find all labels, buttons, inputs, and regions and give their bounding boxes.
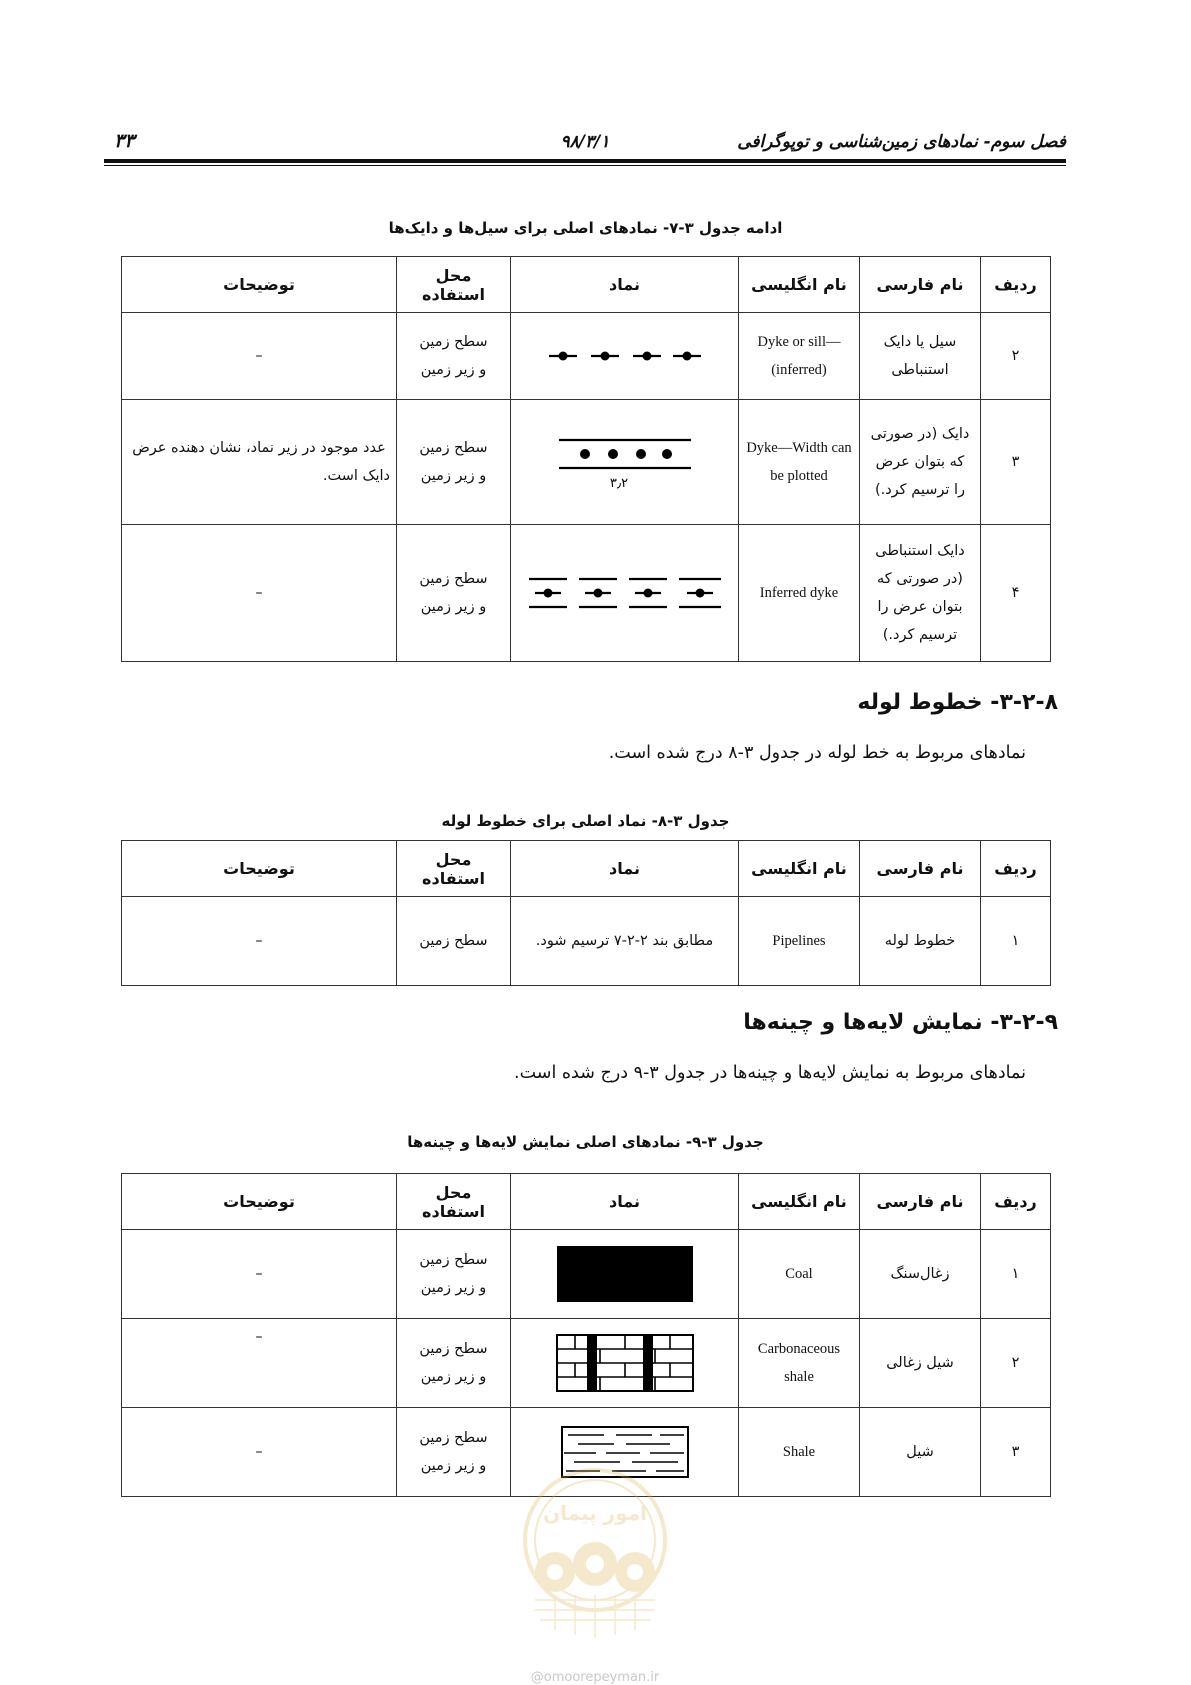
solid-black-rectangle-icon	[555, 1244, 695, 1304]
symbol-cell	[511, 525, 739, 662]
header-notes: توضیحات	[122, 841, 397, 897]
chapter-title: فصل سوم- نمادهای زمین‌شناسی و توپوگرافی	[737, 132, 1066, 152]
header-rule-thin	[104, 165, 1066, 166]
fa-name: زغال‌سنگ	[860, 1230, 981, 1319]
fa-name: شیل زغالی	[860, 1319, 981, 1408]
table-row	[122, 1230, 1051, 1319]
en-name: Dyke—Width can be plotted	[739, 400, 860, 525]
en-name: Coal	[739, 1230, 860, 1319]
table2-caption: جدول ۳-۸- نماد اصلی برای خطوط لوله	[441, 812, 730, 830]
table1	[121, 256, 1051, 662]
parallel-lines-with-dots-icon	[555, 434, 695, 490]
table-row	[122, 897, 1051, 986]
en-name: Carbonaceous shale	[739, 1319, 860, 1408]
en-name: Inferred dyke	[739, 525, 860, 662]
fa-name: سیل یا دایک استنباطی	[860, 313, 981, 400]
section-paragraph-pipelines: نمادهای مربوط به خط لوله در جدول ۳-۸ درج شده است.	[608, 743, 1026, 763]
header-usage: محل استفاده	[397, 841, 511, 897]
row-number: ۲	[981, 1319, 1051, 1408]
header-notes: توضیحات	[122, 1174, 397, 1230]
header-fa-name: نام فارسی	[860, 257, 981, 313]
usage: سطح زمین و زیر زمین	[397, 313, 511, 400]
section-paragraph-layers: نمادهای مربوط به نمایش لایه‌ها و چینه‌ها در جدول ۳-۹ درج شده است.	[514, 1063, 1026, 1083]
table1-header-row	[122, 257, 1051, 313]
section-heading-pipelines: ۳-۲-۸- خطوط لوله	[857, 690, 1058, 715]
dash-dot-line-icon	[545, 346, 705, 366]
table-row	[122, 400, 1051, 525]
header-en-name: نام انگلیسی	[739, 841, 860, 897]
header-symbol: نماد	[511, 1174, 739, 1230]
row-number: ۱	[981, 1230, 1051, 1319]
usage: سطح زمین و زیر زمین	[397, 1230, 511, 1319]
fa-name: خطوط لوله	[860, 897, 981, 986]
section-heading-layers: ۳-۲-۹- نمایش لایه‌ها و چینه‌ها	[743, 1010, 1058, 1035]
header-usage: محل استفاده	[397, 257, 511, 313]
usage: سطح زمین و زیر زمین	[397, 525, 511, 662]
usage: سطح زمین و زیر زمین	[397, 1408, 511, 1497]
usage: سطح زمین و زیر زمین	[397, 1319, 511, 1408]
fa-name: دایک استنباطی (در صورتی که بتوان عرض را ترسیم کرد.)	[860, 525, 981, 662]
row-number: ۳	[981, 1408, 1051, 1497]
en-name: Dyke or sill—(inferred)	[739, 313, 860, 400]
usage: سطح زمین	[397, 897, 511, 986]
notes: –	[122, 897, 397, 986]
table-row	[122, 525, 1051, 662]
header-date: ۹۸/۳/۱	[560, 132, 610, 152]
table2-header-row	[122, 841, 1051, 897]
en-name: Shale	[739, 1408, 860, 1497]
header-row-number: ردیف	[981, 1174, 1051, 1230]
symbol-cell	[511, 1319, 739, 1408]
header-symbol: نماد	[511, 257, 739, 313]
header-rule-thick	[104, 159, 1066, 163]
en-name: Pipelines	[739, 897, 860, 986]
watermark-logo	[505, 1460, 685, 1664]
header-fa-name: نام فارسی	[860, 841, 981, 897]
header-en-name: نام انگلیسی	[739, 257, 860, 313]
header-en-name: نام انگلیسی	[739, 1174, 860, 1230]
notes: –	[122, 313, 397, 400]
row-number: ۲	[981, 313, 1051, 400]
header-fa-name: نام فارسی	[860, 1174, 981, 1230]
notes: –	[122, 525, 397, 662]
table2	[121, 840, 1051, 986]
table3	[121, 1173, 1051, 1497]
carbonaceous-shale-pattern-icon	[555, 1333, 695, 1393]
header-symbol: نماد	[511, 841, 739, 897]
usage: سطح زمین و زیر زمین	[397, 400, 511, 525]
header-notes: توضیحات	[122, 257, 397, 313]
notes: عدد موجود در زیر نماد، نشان دهنده عرض دایک است.	[122, 400, 397, 525]
notes: –	[122, 1230, 397, 1319]
notes-text: –	[255, 1329, 263, 1345]
header-row-number: ردیف	[981, 257, 1051, 313]
header-row-number: ردیف	[981, 841, 1051, 897]
symbol-cell	[511, 313, 739, 400]
row-number: ۱	[981, 897, 1051, 986]
header-usage: محل استفاده	[397, 1174, 511, 1230]
notes: –	[122, 1408, 397, 1497]
table-row	[122, 1319, 1051, 1408]
table-row	[122, 313, 1051, 400]
row-number: ۴	[981, 525, 1051, 662]
fa-name: دایک (در صورتی که بتوان عرض را ترسیم کرد.)	[860, 400, 981, 525]
fa-name: شیل	[860, 1408, 981, 1497]
page-number: ۳۳	[114, 130, 135, 152]
omoore-peyman-logo-icon	[505, 1460, 685, 1660]
table3-header-row	[122, 1174, 1051, 1230]
dyke-width-label: ۳٫۲	[609, 476, 628, 490]
dashed-parallel-lines-with-dots-icon	[527, 575, 723, 611]
symbol-text: مطابق بند ۲-۲-۷ ترسیم شود.	[511, 897, 739, 986]
symbol-cell	[511, 400, 739, 525]
watermark-logo-text: امور پیمان	[543, 1501, 647, 1525]
table1-caption: ادامه جدول ۳-۷- نمادهای اصلی برای سیل‌ها و دایک‌ها	[388, 219, 783, 237]
row-number: ۳	[981, 400, 1051, 525]
notes	[122, 1319, 397, 1408]
watermark-url: @omoorepeyman.ir	[530, 1670, 660, 1685]
symbol-cell	[511, 1230, 739, 1319]
table3-caption: جدول ۳-۹- نمادهای اصلی نمایش لایه‌ها و چینه‌ها	[407, 1133, 764, 1151]
